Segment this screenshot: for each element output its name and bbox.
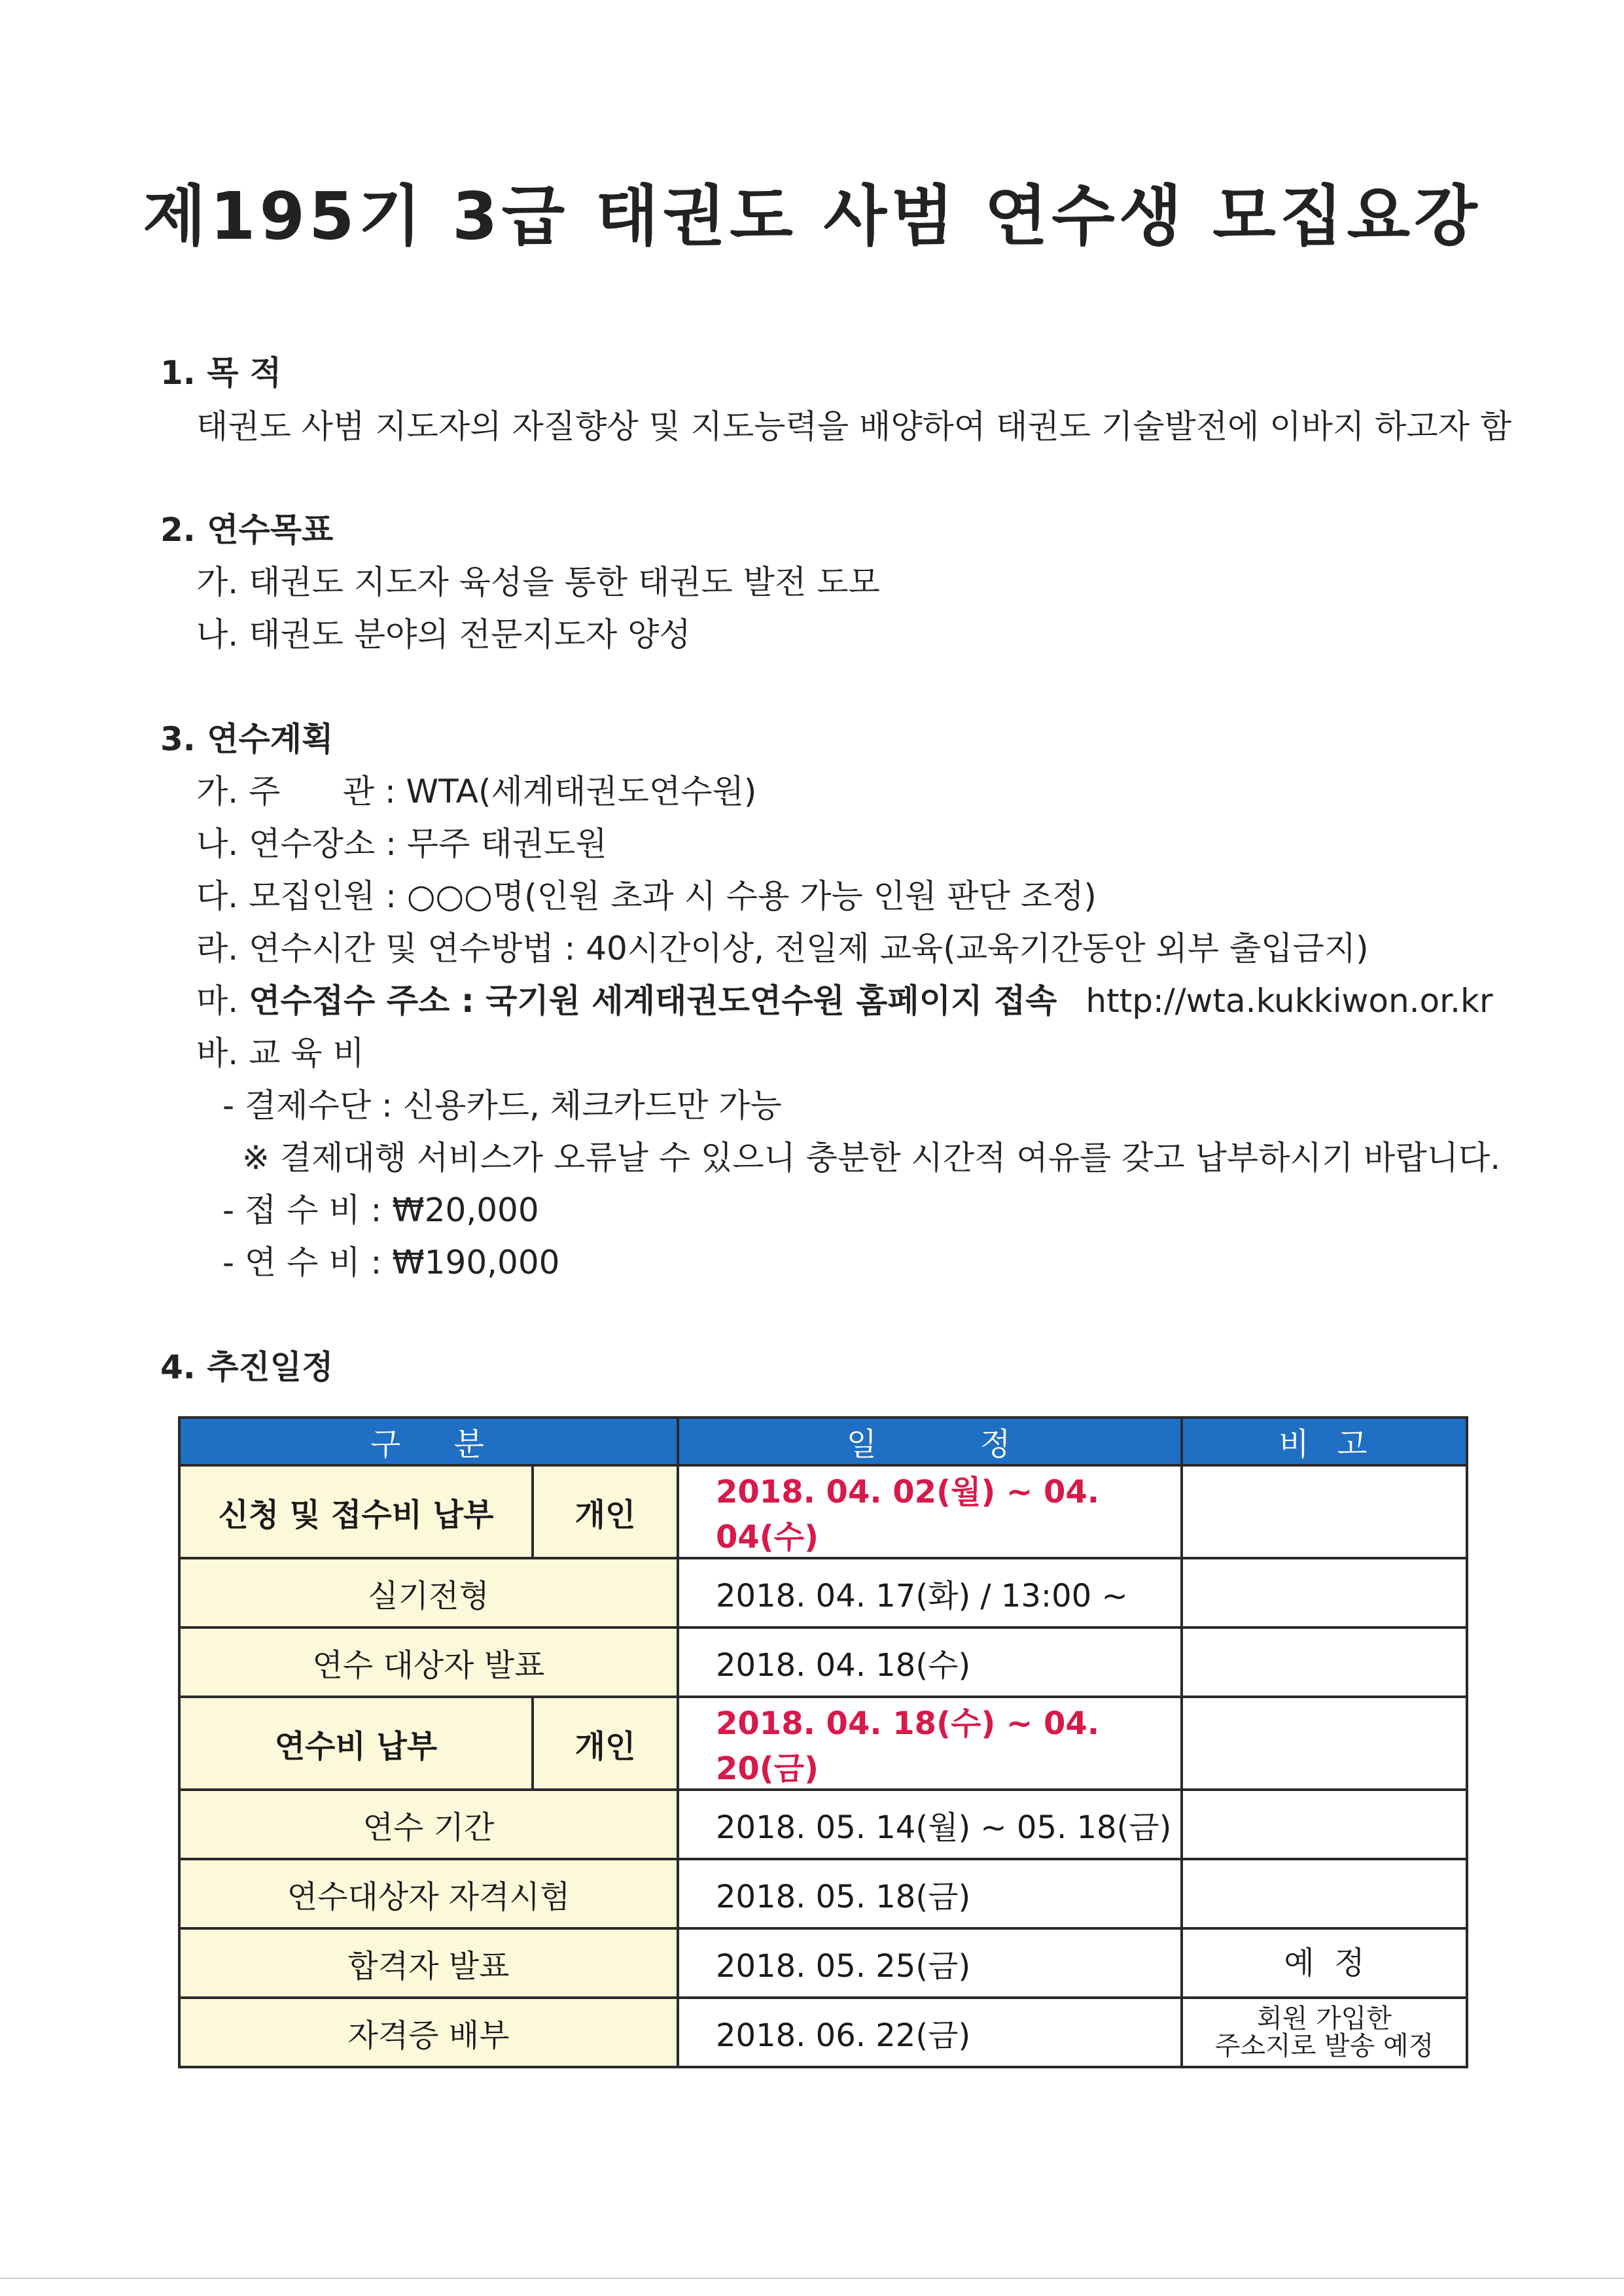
row-date: 2018. 04. 18(수) ~ 04. 20(금): [678, 1697, 1182, 1790]
schedule-table: [178, 1416, 1468, 2068]
plan-venue: 나. 연수장소 : 무주 태권도원: [196, 825, 607, 863]
table-row: [179, 1697, 1467, 1790]
row-date: 2018. 06. 22(금): [678, 1998, 1182, 2067]
row-date: 2018. 04. 02(월) ~ 04. 04(수): [678, 1465, 1182, 1558]
section-2-item-na: 나. 태권도 분야의 전문지도자 양성: [196, 616, 691, 653]
row-category: 신청 및 접수비 납부: [179, 1465, 533, 1558]
row-category: 연수대상자 자격시험: [179, 1859, 678, 1928]
row-category: 합격자 발표: [179, 1928, 678, 1998]
header-schedule: 일 정: [678, 1418, 1182, 1465]
row-subcategory: 개인: [533, 1697, 678, 1790]
plan-registration-label: 연수접수 주소 : 국기원 세계태권도연수원 홈페이지 접속: [249, 982, 1057, 1020]
page-title: 제195기 3급 태권도 사범 연수생 모집요강: [143, 178, 1481, 254]
scan-edge-divider: [0, 2278, 1624, 2279]
table-row: [179, 1998, 1467, 2067]
row-remarks: [1182, 1859, 1467, 1928]
table-row: [179, 1465, 1467, 1558]
row-date: 2018. 05. 25(금): [678, 1928, 1182, 1998]
table-row: [179, 1627, 1467, 1697]
row-remarks: [1182, 1697, 1467, 1790]
section-4-heading: 4. 추진일정: [160, 1348, 334, 1386]
row-remarks: [1182, 1790, 1467, 1859]
plan-payment-method: - 결제수단 : 신용카드, 체크카드만 가능: [222, 1087, 782, 1124]
plan-hours: 라. 연수시간 및 연수방법 : 40시간이상, 전일제 교육(교육기간동안 외부 출입금지): [196, 930, 1369, 967]
plan-fee-heading: 바. 교 육 비: [196, 1034, 364, 1072]
row-remarks: [1182, 1627, 1467, 1697]
section-3-heading: 3. 연수계획: [160, 720, 334, 758]
registration-url-link[interactable]: http://wta.kukkiwon.or.kr: [1086, 982, 1493, 1020]
row-date: 2018. 04. 18(수): [678, 1627, 1182, 1697]
row-category: 연수비 납부: [179, 1697, 533, 1790]
plan-payment-notice: ※ 결제대행 서비스가 오류날 수 있으니 충분한 시간적 여유를 갖고 납부하시기 바랍니다.: [242, 1139, 1501, 1177]
row-remarks: 예 정: [1182, 1928, 1467, 1998]
section-2-heading: 2. 연수목표: [160, 511, 334, 549]
plan-registration-prefix: 마.: [196, 982, 239, 1020]
section-2-item-ga: 가. 태권도 지도자 육성을 통한 태권도 발전 도모: [196, 563, 880, 601]
row-date: 2018. 05. 18(금): [678, 1859, 1182, 1928]
table-row: [179, 1859, 1467, 1928]
section-1-heading: 1. 목 적: [160, 354, 282, 392]
plan-registration: [196, 975, 1493, 1022]
row-date: 2018. 04. 17(화) / 13:00 ~: [678, 1558, 1182, 1627]
remarks-line-2: 주소지로 발송 예정: [1214, 2031, 1434, 2061]
plan-capacity: 다. 모집인원 : ○○○명(인원 초과 시 수용 가능 인원 판단 조정): [196, 877, 1097, 915]
row-remarks: [1182, 1558, 1467, 1627]
plan-registration-fee: - 접 수 비 : ₩20,000: [222, 1191, 539, 1229]
row-category: 자격증 배부: [179, 1998, 678, 2067]
row-remarks: [1182, 1465, 1467, 1558]
plan-host: 가. 주 관 : WTA(세계태권도연수원): [196, 773, 757, 810]
table-row: [179, 1558, 1467, 1627]
row-category: 연수 대상자 발표: [179, 1627, 678, 1697]
row-category: 실기전형: [179, 1558, 678, 1627]
header-remarks: 비 고: [1182, 1418, 1467, 1465]
table-row: [179, 1790, 1467, 1859]
row-remarks: [1182, 1998, 1467, 2067]
remarks-line-1: 회원 가입한: [1257, 2004, 1392, 2034]
plan-training-fee: - 연 수 비 : ₩190,000: [222, 1244, 560, 1281]
row-subcategory: 개인: [533, 1465, 678, 1558]
table-header-row: [179, 1418, 1467, 1465]
section-1-body: 태권도 사범 지도자의 자질향상 및 지도능력을 배양하여 태권도 기술발전에 이바지 하고자 함: [196, 408, 1512, 445]
table-row: [179, 1928, 1467, 1998]
row-category: 연수 기간: [179, 1790, 678, 1859]
header-category: 구 분: [179, 1418, 678, 1465]
row-date: 2018. 05. 14(월) ~ 05. 18(금): [678, 1790, 1182, 1859]
